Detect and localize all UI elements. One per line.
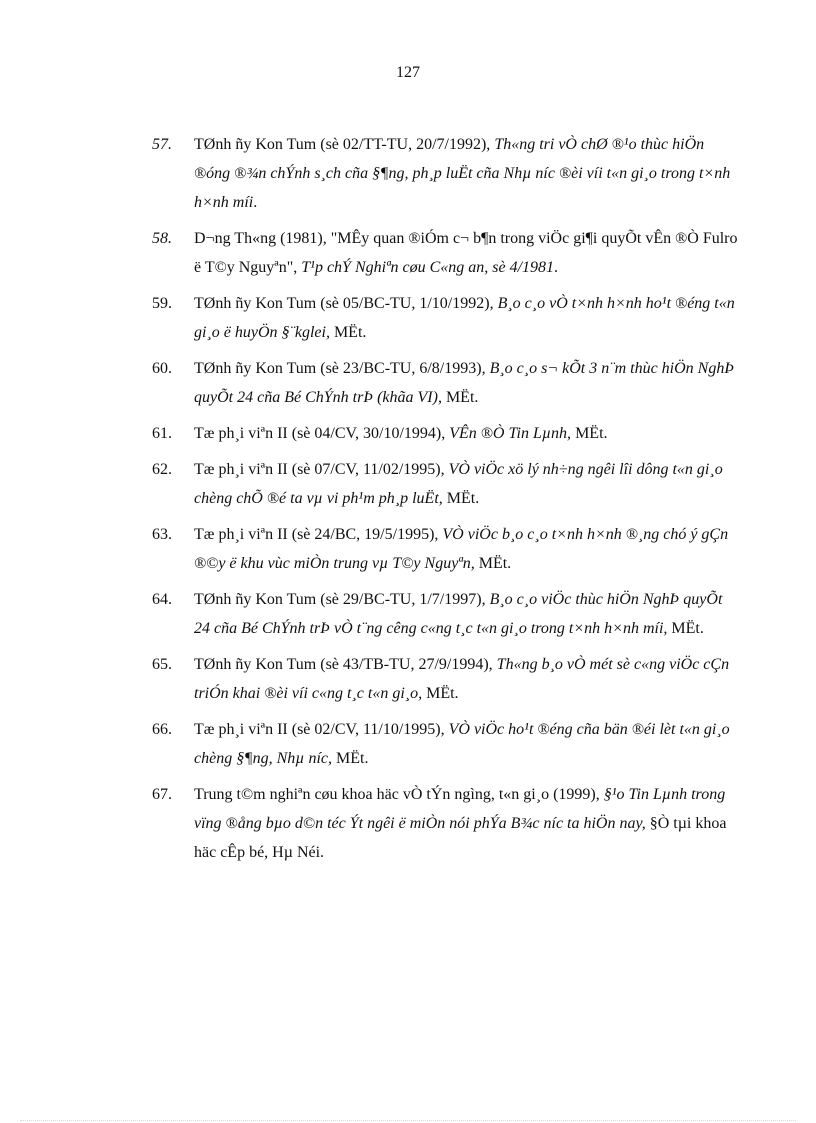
reference-title: VÊn ®Ò Tin Lµnh, xyxy=(449,425,572,442)
reference-item xyxy=(152,520,742,578)
reference-title: VÒ viÖc xö lý nh÷ng ngêi lîi dông t«n gi¸o chèng chÕ ®é ta vµ vi ph¹m ph¸p luËt, xyxy=(194,461,723,507)
reference-number: 64. xyxy=(152,591,172,608)
reference-title: Th«ng b¸o vÒ mét sè c«ng viÖc cÇn triÓn khai ®èi víi c«ng t¸c t«n gi¸o, xyxy=(194,656,730,702)
reference-number: 59. xyxy=(152,295,172,312)
reference-author: Tæ ph¸i viªn II (sè 24/BC, 19/5/1995), xyxy=(194,526,439,543)
reference-tail: . xyxy=(554,259,559,276)
reference-tail: MËt. xyxy=(422,685,459,702)
reference-item xyxy=(152,585,742,643)
reference-title: B¸o c¸o viÖc thùc hiÖn NghÞ quyÕt 24 cña Bé ChÝnh trÞ vÒ t¨ng cêng c«ng t¸c t«n gi¸o trong t×nh h×nh míi, xyxy=(194,591,723,637)
reference-list xyxy=(152,130,742,874)
reference-title: VÒ viÖc b¸o c¸o t×nh h×nh ®¸ng chó ý gÇn ®©y ë khu vùc miÒn trung vµ T©y Nguyªn, xyxy=(194,526,729,572)
reference-author: TØnh ñy Kon Tum (sè 29/BC-TU, 1/7/1997), xyxy=(194,591,486,608)
reference-title: T¹p chÝ Nghiªn cøu C«ng an, sè 4/1981 xyxy=(301,259,555,276)
reference-number: 57. xyxy=(152,136,172,153)
reference-author: Tæ ph¸i viªn II (sè 02/CV, 11/10/1995), xyxy=(194,721,445,738)
reference-item xyxy=(152,650,742,708)
reference-number: 60. xyxy=(152,360,172,377)
reference-item xyxy=(152,780,742,867)
reference-title: B¸o c¸o vÒ t×nh h×nh ho¹t ®éng t«n gi¸o ë huyÖn §¨kglei, xyxy=(194,295,735,341)
reference-number: 62. xyxy=(152,461,172,478)
reference-author: D¬ng Th«ng (1981), "MÊy quan ®iÓm c¬ b¶n trong viÖc gi¶i quyÕt vÊn ®Ò Fulro ë T©y Nguyªn", xyxy=(194,230,738,276)
reference-number: 65. xyxy=(152,656,172,673)
reference-number: 67. xyxy=(152,786,172,803)
reference-number: 58. xyxy=(152,230,172,247)
reference-item xyxy=(152,455,742,513)
reference-tail: MËt. xyxy=(332,750,369,767)
reference-tail: MËt. xyxy=(571,425,608,442)
reference-number: 63. xyxy=(152,526,172,543)
reference-number: 66. xyxy=(152,721,172,738)
page-number: 127 xyxy=(396,64,420,81)
reference-title: §¹o Tin Lµnh trong vïng ®ång bµo d©n téc Ýt ngêi ë miÒn nói phÝa B¾c níc ta hiÖn nay, xyxy=(194,786,726,832)
reference-tail: MËt. xyxy=(667,620,704,637)
reference-author: TØnh ñy Kon Tum (sè 02/TT-TU, 20/7/1992), xyxy=(194,136,491,153)
reference-item xyxy=(152,715,742,773)
reference-author: TØnh ñy Kon Tum (sè 23/BC-TU, 6/8/1993), xyxy=(194,360,486,377)
reference-item xyxy=(152,130,742,217)
reference-number: 61. xyxy=(152,425,172,442)
reference-item xyxy=(152,224,742,282)
reference-title: Th«ng tri vÒ chØ ®¹o thùc hiÖn ®óng ®¾n chÝnh s¸ch cña §¶ng, ph¸p luËt cña Nhµ níc ®èi víi t«n gi¸o trong t×nh h×nh míi xyxy=(194,136,731,211)
bottom-divider xyxy=(20,1120,796,1121)
reference-tail: MËt. xyxy=(442,490,480,507)
reference-tail: MËt. xyxy=(329,324,367,341)
reference-tail: MËt. xyxy=(474,555,512,572)
reference-author: Tæ ph¸i viªn II (sè 04/CV, 30/10/1994), xyxy=(194,425,446,442)
reference-item xyxy=(152,354,742,412)
reference-title: VÒ viÖc ho¹t ®éng cña bän ®éi lèt t«n gi¸o chèng §¶ng, Nhµ níc, xyxy=(194,721,730,767)
reference-item xyxy=(152,289,742,347)
reference-tail: MËt. xyxy=(441,389,479,406)
reference-title: B¸o c¸o s¬ kÕt 3 n¨m thùc hiÖn NghÞ quyÕt 24 cña Bé ChÝnh trÞ (khãa VI), xyxy=(194,360,735,406)
reference-tail: §Ò tµi khoa häc cÊp bé, Hµ Néi. xyxy=(194,815,727,861)
reference-author: Trung t©m nghiªn cøu khoa häc vÒ tÝn ngìng, t«n gi¸o (1999), xyxy=(194,786,600,803)
reference-tail: . xyxy=(253,194,258,211)
reference-author: TØnh ñy Kon Tum (sè 43/TB-TU, 27/9/1994), xyxy=(194,656,493,673)
reference-item xyxy=(152,419,742,448)
reference-author: TØnh ñy Kon Tum (sè 05/BC-TU, 1/10/1992), xyxy=(194,295,494,312)
reference-author: Tæ ph¸i viªn II (sè 07/CV, 11/02/1995), xyxy=(194,461,445,478)
